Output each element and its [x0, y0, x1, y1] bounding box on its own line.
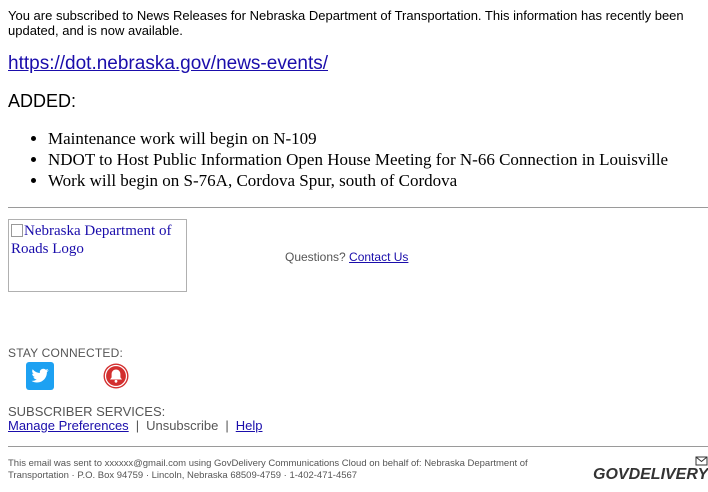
divider — [8, 446, 708, 447]
subscriber-links — [8, 418, 262, 433]
updates-list — [8, 128, 668, 191]
questions-line — [285, 250, 408, 264]
news-events-link[interactable]: https://dot.nebraska.gov/news-events/ — [8, 53, 329, 74]
divider — [8, 207, 708, 208]
separator: | — [135, 418, 140, 433]
help-link[interactable]: Help — [235, 418, 263, 433]
logo-alt-text: Nebraska Department of Roads Logo — [11, 223, 172, 257]
list-item: • NDOT to Host Public Information Open House Meeting for N-66 Connection in Louisville — [48, 149, 668, 170]
stay-connected-label: STAY CONNECTED: — [8, 346, 124, 360]
list-item: • Maintenance work will begin on N-109 — [48, 128, 668, 149]
broken-image-icon — [11, 224, 23, 237]
ndor-logo-link[interactable] — [8, 219, 187, 292]
added-heading: ADDED: — [8, 91, 77, 111]
footer-text: This email was sent to xxxxxx@gmail.com using GovDelivery Communications Cloud on behalf of: Nebraska Department of Transportation · P.O. Box 94759 · Lincoln, Nebraska 68509-4759 · 1-402-471-4567 — [8, 458, 528, 481]
subscriber-services-label: SUBSCRIBER SERVICES: — [8, 404, 166, 419]
intro-text: You are subscribed to News Releases for Nebraska Department of Transportation. This information has recently been updated, and is now available. — [8, 8, 684, 38]
manage-preferences-link[interactable]: Manage Preferences — [8, 418, 129, 433]
separator: | — [225, 418, 229, 433]
list-item: • Work will begin on S-76A, Cordova Spur, south of Cordova — [48, 170, 668, 191]
twitter-icon[interactable] — [26, 362, 54, 390]
alert-bell-icon[interactable] — [102, 362, 130, 390]
govdelivery-logo-text: GOVDELIVERY — [593, 466, 708, 483]
govdelivery-logo[interactable] — [592, 456, 708, 486]
unsubscribe-link[interactable]: Unsubscribe — [146, 418, 219, 433]
contact-us-link[interactable]: Contact Us — [349, 250, 409, 264]
questions-label: Questions? — [285, 250, 346, 264]
envelope-icon — [696, 457, 707, 465]
